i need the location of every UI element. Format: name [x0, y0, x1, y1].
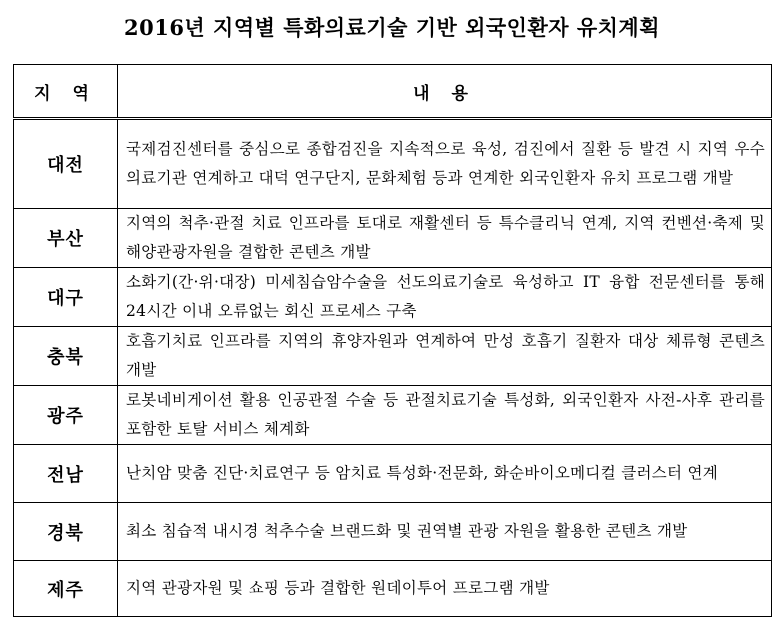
content-cell: 난치암 맞춤 진단·치료연구 등 암치료 특성화·전문화, 화순바이오메디컬 클러스터 연계	[118, 445, 772, 503]
content-cell: 지역 관광자원 및 쇼핑 등과 결합한 원데이투어 프로그램 개발	[118, 561, 772, 617]
region-cell: 충북	[14, 327, 118, 386]
table-row	[14, 561, 772, 617]
region-cell: 대구	[14, 268, 118, 327]
region-cell: 경북	[14, 503, 118, 561]
table-row	[14, 386, 772, 445]
table-row	[14, 268, 772, 327]
content-cell: 호흡기치료 인프라를 지역의 휴양자원과 연계하여 만성 호흡기 질환자 대상 체류형 콘텐츠 개발	[118, 327, 772, 386]
table-header	[14, 65, 772, 119]
table-row	[14, 503, 772, 561]
content-cell: 최소 침습적 내시경 척추수술 브랜드화 및 권역별 관광 자원을 활용한 콘텐츠 개발	[118, 503, 772, 561]
table-body	[14, 119, 772, 617]
content-cell: 로봇네비게이션 활용 인공관절 수술 등 관절치료기술 특성화, 외국인환자 사전-사후 관리를 포함한 토탈 서비스 체계화	[118, 386, 772, 445]
region-cell: 대전	[14, 119, 118, 209]
content-cell: 소화기(간·위·대장) 미세침습암수술을 선도의료기술로 육성하고 IT 융합 전문센터를 통해 24시간 이내 오류없는 회신 프로세스 구축	[118, 268, 772, 327]
region-cell: 전남	[14, 445, 118, 503]
document-title: 2016년 지역별 특화의료기술 기반 외국인환자 유치계획	[123, 15, 660, 40]
content-cell: 국제검진센터를 중심으로 종합검진을 지속적으로 육성, 검진에서 질환 등 발견 시 지역 우수 의료기관 연계하고 대덕 연구단지, 문화체험 등과 연계한 외국인환자 유치 프로그램 개발	[118, 119, 772, 209]
region-cell: 제주	[14, 561, 118, 617]
table-row	[14, 327, 772, 386]
plan-table	[13, 64, 772, 617]
region-cell: 부산	[14, 209, 118, 268]
header-region: 지 역	[14, 65, 118, 119]
content-cell: 지역의 척추·관절 치료 인프라를 토대로 재활센터 등 특수클리닉 연계, 지역 컨벤션·축제 및 해양관광자원을 결합한 콘텐츠 개발	[118, 209, 772, 268]
region-cell: 광주	[14, 386, 118, 445]
table-row	[14, 445, 772, 503]
header-row	[14, 65, 772, 119]
header-content: 내 용	[118, 65, 772, 119]
table-row	[14, 119, 772, 209]
table-row	[14, 209, 772, 268]
